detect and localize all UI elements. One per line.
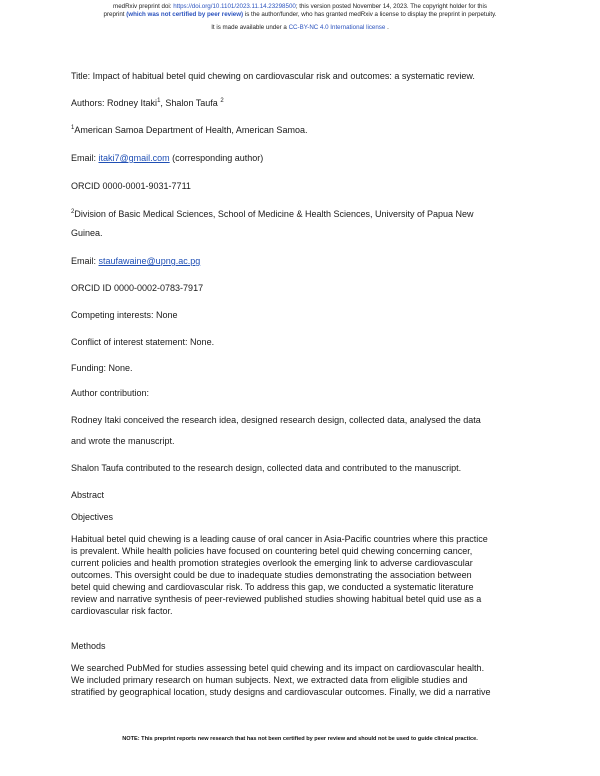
objectives-paragraph — [71, 533, 536, 617]
affiliation-2-continued: Guinea. — [71, 228, 103, 238]
text-line: outcomes. This oversight could be due to inadequate studies demonstrating the association between — [71, 570, 472, 580]
text-line: is prevalent. While health policies have focused on countering betel quid chewing concerning cancer, — [71, 546, 473, 556]
affiliation-marker: 2 — [71, 209, 75, 215]
contribution-1-line1: Rodney Itaki conceived the research idea, designed research design, collected data, analysed the data — [71, 415, 481, 425]
email-link[interactable]: itaki7@gmail.com — [98, 153, 170, 163]
competing-interests: Competing interests: None — [71, 310, 178, 320]
text-line: review and narrative synthesis of peer-reviewed published studies showing habitual betel quid use as a — [71, 594, 482, 604]
email-label: Email: — [71, 153, 99, 163]
preprint-header-line1 — [0, 3, 600, 11]
preprint-header-line2 — [0, 11, 600, 19]
preprint-footer-note: NOTE: This preprint reports new research that has not been certified by peer review and should not be used to guide clinical practice. — [122, 736, 478, 742]
conflict-statement: Conflict of interest statement: None. — [71, 337, 215, 347]
header-text: medRxiv preprint doi: — [113, 3, 174, 10]
authors-label: Authors: — [71, 98, 108, 108]
authors-line — [71, 97, 536, 109]
author-contribution-heading: Author contribution: — [71, 388, 150, 398]
text-line: We included primary research on human subjects. Next, we extracted data from eligible studies and — [71, 675, 468, 685]
methods-paragraph — [71, 662, 536, 698]
text-line: stratified by geographical location, study designs and cardiovascular outcomes. Finally, we did a narrative — [71, 687, 491, 697]
header-text: preprint — [103, 11, 127, 18]
abstract-heading: Abstract — [71, 490, 105, 500]
text-line: We searched PubMed for studies assessing betel quid chewing and its impact on cardiovascular health. — [71, 663, 485, 673]
email-1-line — [71, 152, 536, 164]
text-line: Habitual betel quid chewing is a leading cause of oral cancer in Asia-Pacific countries where this practice — [71, 534, 488, 544]
paper-title: Title: Impact of habitual betel quid chewing on cardiovascular risk and outcomes: a systematic review. — [71, 71, 475, 81]
email-link[interactable]: staufawaine@upng.ac.pg — [98, 256, 201, 266]
email-2-line — [71, 255, 536, 267]
funding: Funding: None. — [71, 363, 133, 373]
affiliation-text: Division of Basic Medical Sciences, School of Medicine & Health Sciences, University of Papua New — [74, 209, 474, 219]
corresponding-note: (corresponding author) — [169, 153, 264, 163]
contribution-2: Shalon Taufa contributed to the research design, collected data and contributed to the manuscript. — [71, 463, 462, 473]
email-label: Email: — [71, 256, 99, 266]
affiliation-marker: 1 — [71, 125, 75, 131]
header-text: It is made available under a — [211, 24, 289, 31]
methods-heading: Methods — [71, 641, 106, 651]
affiliation-marker: 2 — [220, 98, 224, 104]
text-line: current policies and health promotion strategies overlook the emerging link to adverse cardiovascular — [71, 558, 473, 568]
affiliation-2 — [71, 208, 536, 220]
contribution-1-line2: and wrote the manuscript. — [71, 436, 175, 446]
not-certified-note: (which was not certified by peer review) — [126, 11, 244, 18]
affiliation-text: American Samoa Department of Health, American Samoa. — [74, 125, 308, 135]
affiliation-1 — [71, 124, 536, 136]
author-name: Rodney Itaki — [107, 98, 158, 108]
text-line: betel quid chewing and cardiovascular risk. To address this gap, we conducted a systematic literature — [71, 582, 474, 592]
header-text: ; this version posted November 14, 2023. The copyright holder for this — [295, 3, 487, 10]
orcid-2: ORCID ID 0000-0002-0783-7917 — [71, 283, 204, 293]
header-text: . — [385, 24, 389, 31]
header-text: is the author/funder, who has granted medRxiv a license to display the preprint in perpetuity. — [243, 11, 497, 18]
text-line: cardiovascular risk factor. — [71, 606, 173, 616]
doi-link[interactable]: https://doi.org/10.1101/2023.11.14.23298500 — [173, 3, 296, 10]
author-separator: , — [160, 98, 166, 108]
license-link[interactable]: CC-BY-NC 4.0 International license — [288, 24, 386, 31]
orcid-1: ORCID 0000-0001-9031-7711 — [71, 181, 191, 191]
objectives-heading: Objectives — [71, 512, 114, 522]
preprint-header-line3 — [0, 24, 600, 32]
affiliation-marker: 1 — [157, 98, 161, 104]
author-name: Shalon Taufa — [165, 98, 221, 108]
